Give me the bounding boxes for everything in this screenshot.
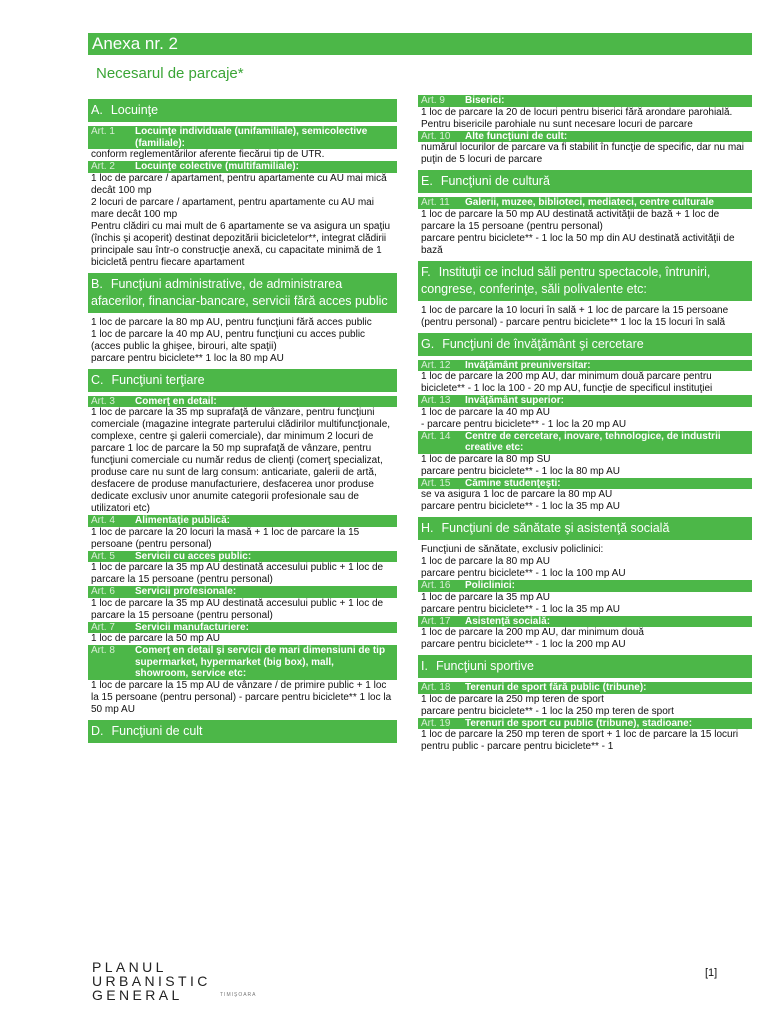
section-title: Instituţii ce includ săli pentru spectacole, întruniri, congrese, conferinţe, săli polivalente etc:: [421, 264, 711, 296]
section-letter: C.: [91, 372, 104, 387]
article-title: Terenuri de sport fără public (tribune):: [465, 682, 647, 693]
article-number: Art. 17: [421, 615, 451, 627]
article-number: Art. 18: [421, 682, 451, 693]
article-number: Art. 14: [421, 430, 451, 442]
article-heading: [88, 645, 397, 680]
article-text: 1 loc de parcare la 35 mp suprafaţă de vânzare, pentru funcţiuni comerciale (magazine integrate parterului clădirilor multifuncţionale, complexe, centre şi galerii comerciale), dar minimum 2 locuri de parcare 1 loc de parcare la 50 mp suprafaţă de vânzare, pentru funcţiuni comerciale cu număr redus de clienţi (comerţ specializat, produse care nu sunt de larg consum: anticariate, galerii de artă, desfacere de produse manufacturiere, desfacerea unor produse dedicate exclusiv unor anumite categorii profesionale sau de utilizatori etc): [91, 407, 391, 514]
section-heading: [418, 261, 752, 301]
article-number: Art. 16: [421, 580, 451, 591]
section-heading: [88, 369, 397, 392]
article-number: Art. 7: [91, 621, 115, 633]
article-text: 1 loc de parcare la 250 mp teren de sport + 1 loc de parcare la 15 locuri pentru public - parcare pentru biciclete** - 1: [421, 729, 739, 752]
right-column: [418, 95, 752, 753]
article-title: Terenuri de sport cu public (tribune), stadioane:: [465, 717, 693, 729]
page-number: [1]: [705, 967, 718, 979]
section-heading: [418, 517, 752, 540]
article-number: Art. 11: [421, 197, 450, 208]
article-number: Art. 2: [91, 161, 115, 172]
article-heading: [418, 478, 752, 490]
logo-line: URBANISTIC: [92, 973, 211, 989]
article-number: Art. 3: [91, 395, 115, 407]
logo-city: TIMIŞOARA: [220, 992, 257, 998]
article-title: Asistenţă socială:: [465, 615, 551, 627]
section-title: Funcţiuni de învăţământ şi cercetare: [442, 336, 644, 351]
article-number: Art. 9: [421, 95, 445, 106]
left-column: [88, 95, 397, 747]
article-text: Funcţiuni de sănătate, exclusiv policlinici: 1 loc de parcare la 80 mp AU parcare pentru biciclete** - 1 loc la 100 mp AU: [421, 544, 626, 579]
article-heading: [88, 622, 397, 634]
article-title: Comerţ en detail:: [135, 395, 217, 407]
section-title: Funcţiuni de cultură: [440, 174, 550, 188]
section-title: Funcţiuni terţiare: [111, 372, 205, 387]
article-text: 1 loc de parcare la 200 mp AU, dar minimum două parcare pentru biciclete** - 1 loc la 100 - 20 mp AU, funcţie de specificul instituţiei: [421, 371, 713, 394]
article-text: 1 loc de parcare la 40 mp AU - parcare pentru biciclete** - 1 loc la 20 mp AU: [421, 406, 627, 430]
article-text: 1 loc de parcare la 50 mp AU: [91, 633, 220, 644]
article-number: Art. 12: [421, 359, 451, 371]
article-heading: [88, 515, 397, 527]
section-heading: [88, 99, 397, 122]
article-text: conform reglementărilor aferente fiecărui tip de UTR.: [91, 149, 325, 160]
section-title: Funcţiuni de cult: [111, 723, 203, 738]
article-heading: [88, 551, 397, 563]
article-title: Comerţ en detail şi servicii de mari dimensiuni de tip supermarket, hypermarket (big box), mall, showroom, service etc:: [135, 645, 386, 679]
logo-line: PLANUL: [92, 959, 167, 975]
article-heading: [88, 586, 397, 598]
article-heading: [418, 580, 752, 592]
article-text: 1 loc de parcare la 35 mp AU destinată accesului public + 1 loc de parcare la 15 persoane (pentru personal): [91, 597, 384, 621]
article-number: Art. 13: [421, 395, 451, 406]
article-heading: [418, 682, 752, 694]
article-text: 1 loc de parcare / apartament, pentru apartamente cu AU mai mică decât 100 mp 2 locuri de parcare / apartament, pentru apartamente cu AU mai mare decât 100 mp Pentru clădiri cu mai mult de 6 apartamente se va asigura un spaţiu (închis şi acoperit) destinat depozitării bicicletelor**, integrat clădirii principale sau într-o construcţie anexă, cu capacitate minimă de 1 bicicletă pentru fiecare apartament: [91, 172, 391, 268]
article-title: Policlinici:: [465, 580, 516, 591]
article-text: 1 loc de parcare la 35 mp AU destinată accesului public + 1 loc de parcare la 15 persoane (pentru personal): [91, 562, 384, 585]
article-number: Art. 15: [421, 477, 451, 489]
article-number: Art. 1: [91, 126, 115, 137]
section-title: Funcţiuni de sănătate şi asistenţă socială: [441, 521, 670, 535]
article-text: 1 loc de parcare la 15 mp AU de vânzare / de primire public + 1 loc la 15 persoane (pentru personal) - parcare pentru biciclete** 1 loc la 50 mp AU: [91, 679, 392, 715]
annex-header-bar: [88, 33, 752, 55]
article-number: Art. 8: [91, 645, 115, 656]
article-heading: [418, 95, 752, 107]
article-title: Servicii manufacturiere:: [135, 621, 249, 633]
section-letter: B.: [91, 276, 103, 291]
article-text: 1 loc de parcare la 80 mp SU parcare pentru biciclete** - 1 loc la 80 mp AU: [421, 453, 620, 477]
article-title: Alte funcţiuni de cult:: [465, 130, 568, 142]
article-title: Locuinţe individuale (unifamiliale), semicolective (familiale):: [135, 126, 368, 149]
section-title: Funcţiuni sportive: [435, 659, 534, 673]
article-number: Art. 10: [421, 130, 451, 142]
article-text: 1 loc de parcare la 20 locuri la masă + 1 loc de parcare la 15 persoane (pentru personal): [91, 526, 360, 550]
section-heading: [418, 655, 752, 678]
section-letter: G.: [421, 336, 435, 351]
article-title: Centre de cercetare, inovare, tehnologice, de industrii creative etc:: [465, 430, 721, 453]
article-title: Invăţământ preuniversitar:: [465, 359, 591, 371]
article-text: 1 loc de parcare la 250 mp teren de sport parcare pentru biciclete** - 1 loc la 250 mp teren de sport: [421, 693, 674, 717]
logo-line: GENERAL: [92, 987, 183, 1003]
article-text: 1 loc de parcare la 20 de locuri pentru biserici fără arondare parohială. Pentru bisericile parohiale nu sunt necesare locuri de parcare: [421, 106, 733, 130]
section-letter: A.: [91, 103, 103, 117]
section-heading: [418, 333, 752, 356]
section-letter: E.: [421, 174, 433, 188]
article-heading: [88, 396, 397, 408]
article-text: 1 loc de parcare la 80 mp AU, pentru funcţiuni fără acces public 1 loc de parcare la 40 mp AU, pentru funcţiuni cu acces public (acces public la ghişee, birouri, alte spaţii) parcare pentru biciclete** 1 loc la 80 mp AU: [91, 316, 372, 364]
article-heading: [418, 131, 752, 143]
article-title: Cămine studenţeşti:: [465, 477, 561, 489]
article-text: 1 loc de parcare la 50 mp AU destinată activităţii de bază + 1 loc de parcare la 15 persoane (pentru personal) parcare pentru biciclete** - 1 loc la 50 mp din AU destinată activităţii de bază: [421, 208, 735, 256]
article-number: Art. 19: [421, 717, 451, 729]
article-title: Servicii cu acces public:: [135, 550, 252, 562]
article-heading: [418, 718, 752, 730]
article-text: 1 loc de parcare la 35 mp AU parcare pentru biciclete** - 1 loc la 35 mp AU: [421, 591, 620, 615]
article-title: Locuinţe colective (multifamiliale):: [135, 161, 299, 172]
section-letter: D.: [91, 723, 104, 738]
article-heading: [418, 395, 752, 407]
section-title: Funcţiuni administrative, de administrarea afacerilor, financiar-bancare, servicii fără acces public: [91, 276, 388, 308]
section-letter: I.: [421, 659, 428, 673]
article-title: Galerii, muzee, biblioteci, mediateci, centre culturale: [465, 197, 714, 208]
section-heading: [88, 273, 397, 313]
article-heading: [88, 126, 397, 149]
annex-title: Anexa nr. 2: [92, 34, 179, 53]
article-text: 1 loc de parcare la 200 mp AU, dar minimum două parcare pentru biciclete** - 1 loc la 200 mp AU: [421, 627, 644, 650]
article-title: Servicii profesionale:: [135, 586, 237, 597]
article-text: 1 loc de parcare la 10 locuri în sală + 1 loc de parcare la 15 persoane (pentru personal) - parcare pentru biciclete** 1 loc la 15 locuri în sală: [421, 304, 729, 328]
article-number: Art. 5: [91, 550, 115, 562]
article-title: Alimentaţie publică:: [135, 515, 231, 526]
article-heading: [418, 431, 752, 454]
article-title: Biserici:: [465, 95, 505, 106]
article-heading: [88, 161, 397, 173]
article-number: Art. 4: [91, 515, 115, 526]
article-heading: [418, 360, 752, 372]
article-number: Art. 6: [91, 586, 115, 597]
annex-subtitle: Necesarul de parcaje*: [96, 65, 244, 82]
section-letter: H.: [421, 521, 434, 535]
article-title: Invăţământ superior:: [465, 395, 564, 406]
section-letter: F.: [421, 264, 431, 279]
article-text: numărul locurilor de parcare va fi stabilit în funcţie de specific, dar nu mai puţin de 5 locuri de parcare: [421, 142, 744, 165]
article-heading: [418, 616, 752, 628]
section-title: Locuinţe: [110, 103, 159, 117]
pug-logo: [92, 960, 272, 1010]
section-heading: [418, 170, 752, 193]
article-heading: [418, 197, 752, 209]
article-text: se va asigura 1 loc de parcare la 80 mp AU parcare pentru biciclete** - 1 loc la 35 mp AU: [421, 489, 620, 512]
section-heading: [88, 720, 397, 743]
